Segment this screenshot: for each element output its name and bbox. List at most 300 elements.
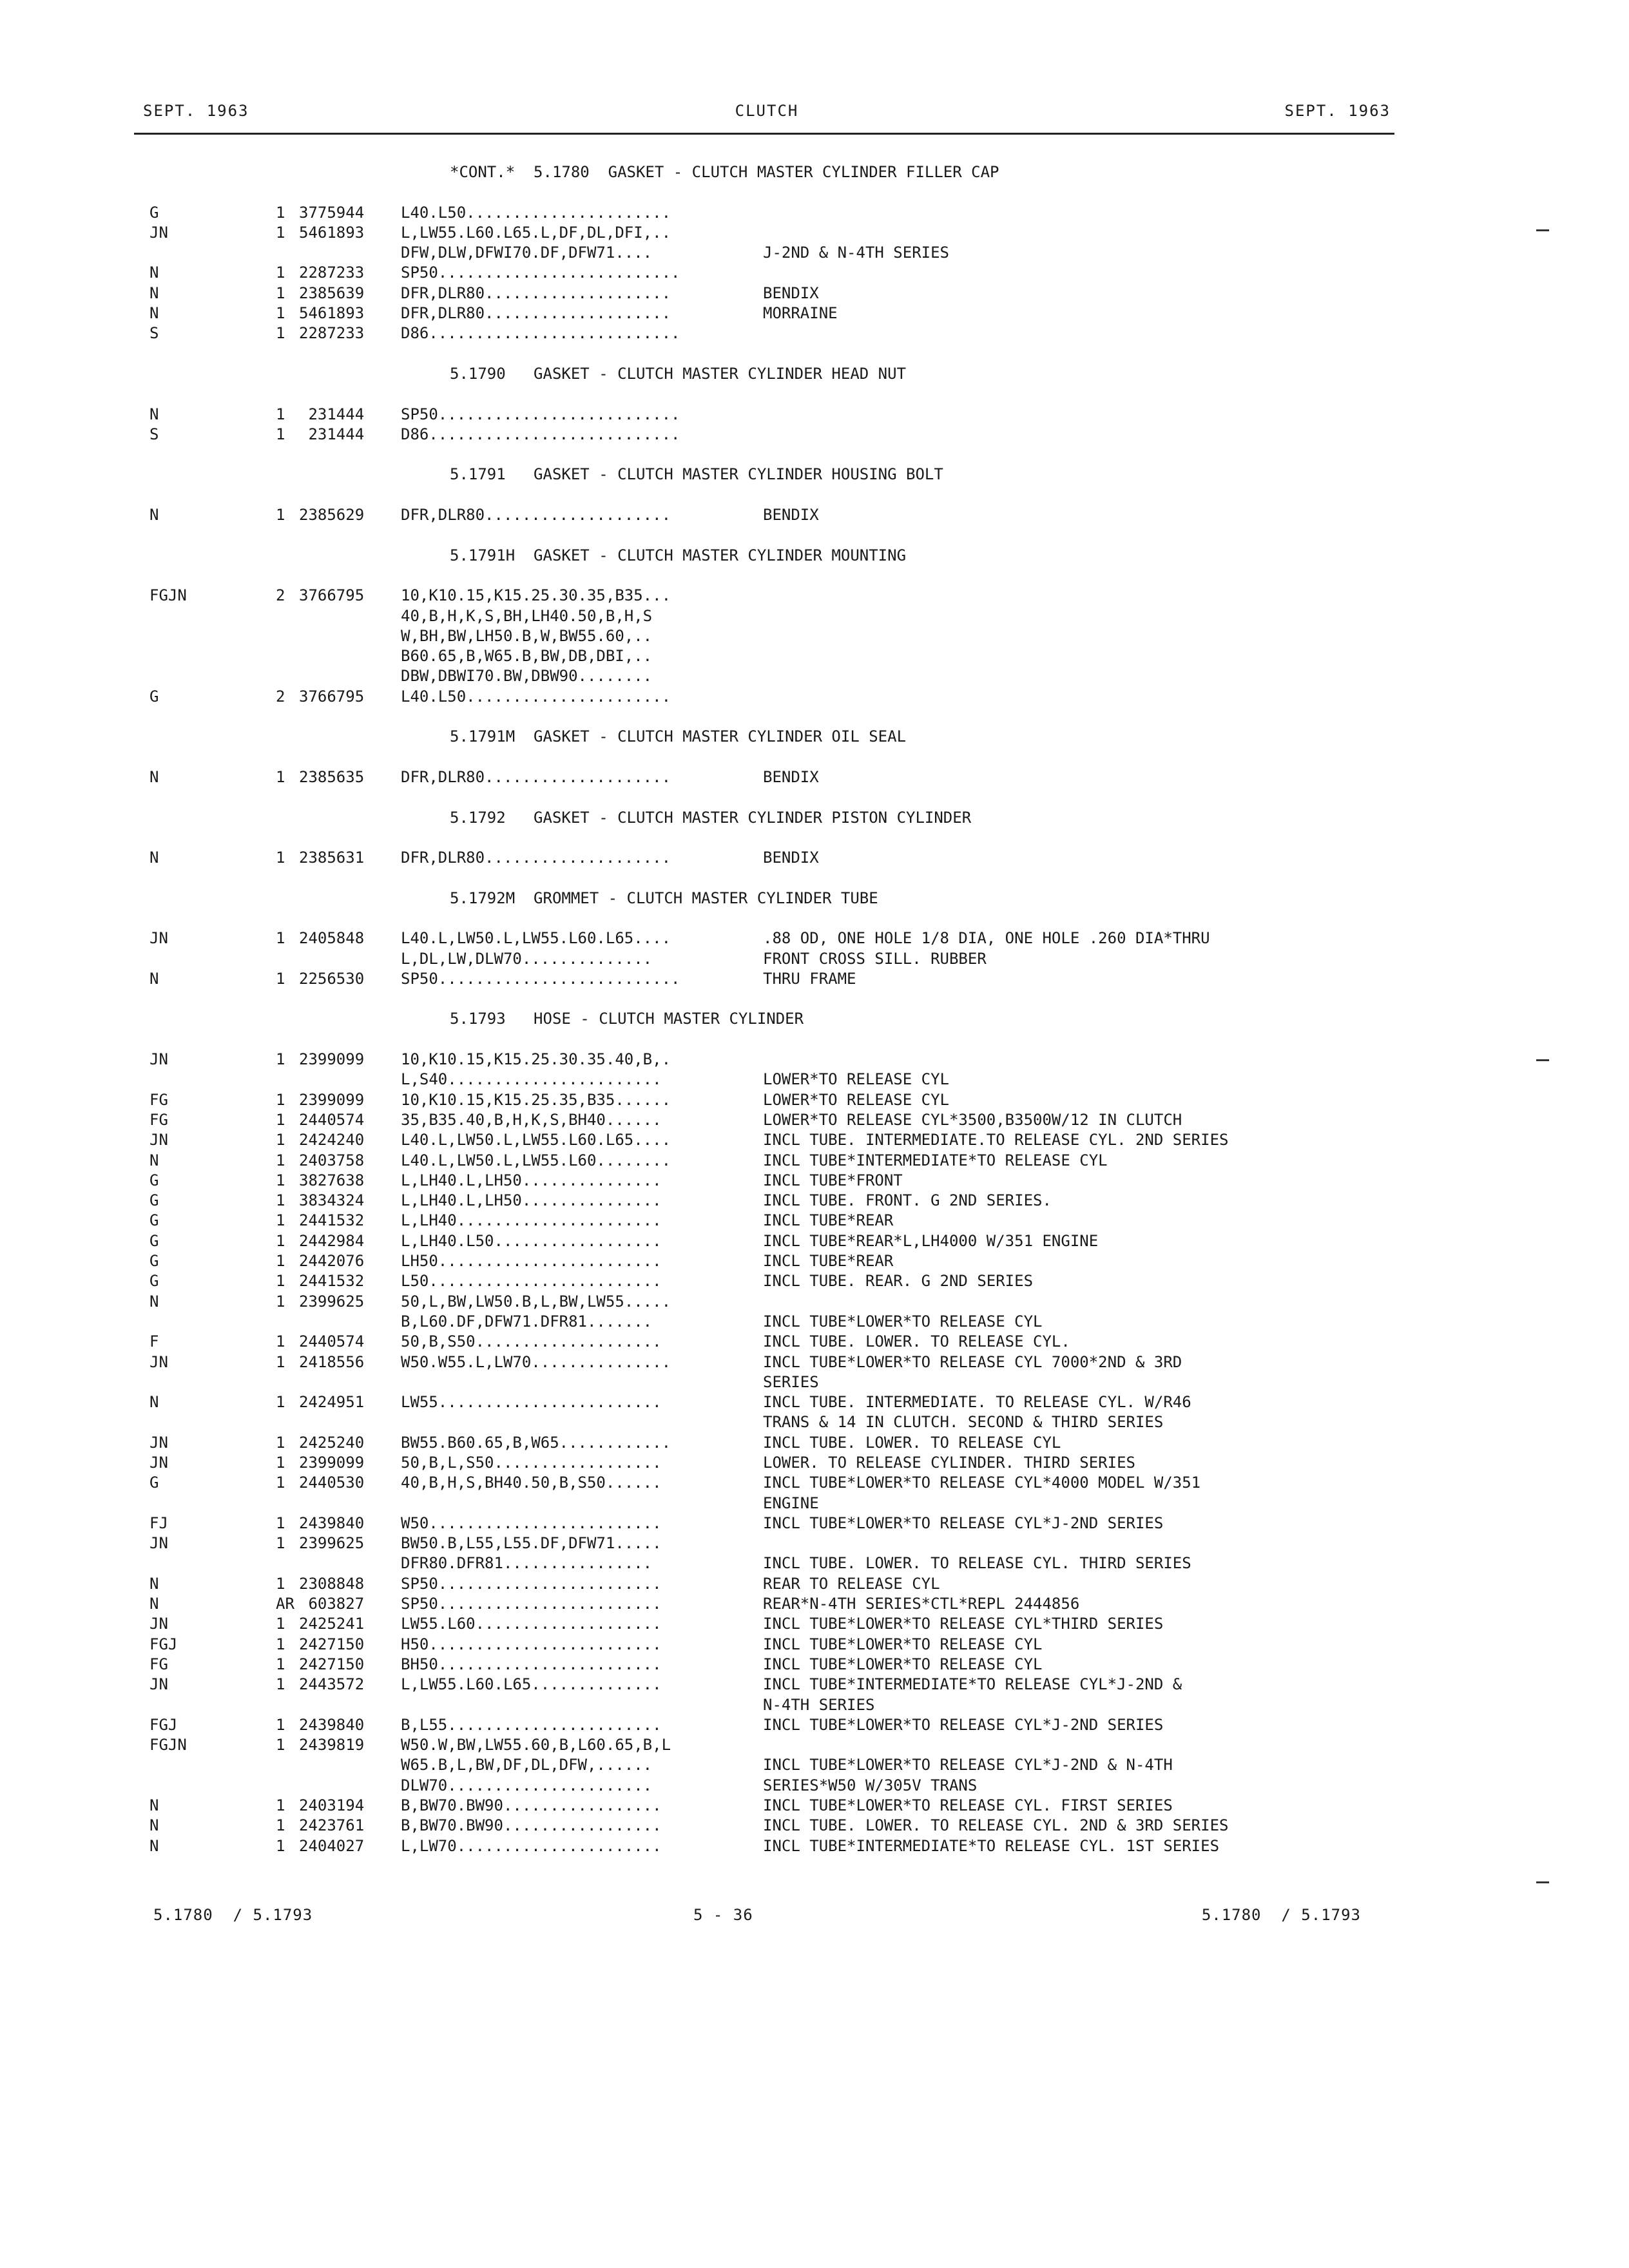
quantity: 1 [276, 506, 285, 524]
header-section-title: CLUTCH [735, 102, 799, 120]
quantity: 1 [276, 1211, 285, 1230]
section-heading-text: 5.1792M GROMMET - CLUTCH MASTER CYLINDER TUBE [450, 889, 878, 907]
part-row [149, 1271, 1458, 1291]
quantity: 1 [276, 324, 285, 343]
series-code: G [149, 1191, 159, 1210]
part-note: INCL TUBE. LOWER. TO RELEASE CYL [763, 1433, 1061, 1452]
series-code: JN [149, 929, 168, 948]
part-row [149, 203, 1458, 223]
model-list: SP50.......................... [401, 264, 680, 282]
series-code: N [149, 767, 159, 786]
part-note: BENDIX [763, 767, 819, 786]
part-row [149, 425, 1458, 445]
series-code: FG [149, 1655, 168, 1673]
spacer [149, 868, 1458, 888]
part-number: 2427150 [299, 1635, 365, 1653]
part-note: REAR TO RELEASE CYL [763, 1574, 940, 1593]
series-code: G [149, 687, 159, 706]
model-list: W50.W55.L,LW70............... [401, 1352, 671, 1371]
part-row [149, 687, 1458, 707]
series-code: G [149, 203, 159, 222]
model-list: L,LW55.L60.L65.............. [401, 1675, 662, 1694]
series-code: FGJN [149, 586, 187, 605]
part-row [149, 586, 1458, 606]
spacer [149, 525, 1458, 545]
section-heading [149, 808, 1458, 828]
series-code: S [149, 324, 159, 343]
quantity: 1 [276, 1454, 285, 1472]
part-number: 2424951 [299, 1393, 365, 1412]
quantity: 1 [276, 849, 285, 867]
spacer [149, 344, 1458, 364]
part-row [149, 1836, 1458, 1856]
part-row [149, 1292, 1458, 1312]
quantity: 1 [276, 1514, 285, 1532]
part-note: .88 OD, ONE HOLE 1/8 DIA, ONE HOLE .260 DIA*THRU [763, 929, 1210, 948]
spacer [149, 384, 1458, 404]
model-list: SP50.......................... [401, 969, 680, 988]
footer-range-right: 5.1780 / 5.1793 [1201, 1906, 1361, 1924]
part-row [149, 1372, 1458, 1392]
section-heading [149, 1009, 1458, 1029]
series-code: N [149, 1574, 159, 1593]
model-list: 10,K10.15,K15.25.30.35,B35... [401, 586, 671, 605]
section-heading-text: 5.1793 HOSE - CLUTCH MASTER CYLINDER [450, 1010, 804, 1028]
model-list: DBW,DBWI70.BW,DBW90........ [401, 667, 653, 686]
model-list: LW55.L60.................... [401, 1615, 662, 1633]
quantity: 1 [276, 1836, 285, 1855]
quantity: 1 [276, 1615, 285, 1633]
part-number: 2399625 [299, 1292, 365, 1311]
part-note: SERIES*W50 W/305V TRANS [763, 1776, 978, 1794]
part-row [149, 263, 1458, 283]
part-row [149, 1352, 1458, 1372]
margin-dash [1536, 1881, 1549, 1883]
quantity: 1 [276, 1796, 285, 1815]
quantity: 1 [276, 1393, 285, 1412]
part-number: 2441532 [299, 1211, 365, 1230]
quantity: 1 [276, 929, 285, 948]
model-list: L40.L,LW50.L,LW55.L60........ [401, 1151, 671, 1169]
part-number: 2308848 [299, 1574, 365, 1593]
part-note: INCL TUBE*LOWER*TO RELEASE CYL*J-2ND & N-4TH [763, 1756, 1173, 1774]
model-list: DFW,DLW,DFWI70.DF,DFW71.... [401, 244, 653, 262]
part-note: LOWER. TO RELEASE CYLINDER. THIRD SERIES [763, 1454, 1135, 1472]
header-date-right: SEPT. 1963 [1284, 102, 1391, 120]
part-note: INCL TUBE. REAR. G 2ND SERIES [763, 1272, 1034, 1291]
part-row [149, 243, 1458, 263]
model-list: DFR,DLR80.................... [401, 304, 671, 323]
part-number: 2385639 [299, 284, 365, 302]
quantity: AR [276, 1595, 294, 1613]
model-list: B,L60.DF,DFW71.DFR81....... [401, 1312, 653, 1331]
part-number: 2439840 [299, 1514, 365, 1532]
quantity: 1 [276, 1534, 285, 1553]
model-list: L50......................... [401, 1272, 662, 1291]
part-number: 2403194 [299, 1796, 365, 1815]
model-list: 50,B,S50.................... [401, 1332, 662, 1351]
section-heading [149, 465, 1458, 485]
series-code: F [149, 1332, 159, 1351]
part-row [149, 1090, 1458, 1110]
part-row [149, 1655, 1458, 1675]
part-number: 2425240 [299, 1433, 365, 1452]
part-number: 2403758 [299, 1151, 365, 1169]
page-number: 5 - 36 [693, 1906, 753, 1924]
series-code: N [149, 284, 159, 302]
part-number: 2440530 [299, 1474, 365, 1492]
quantity: 1 [276, 1352, 285, 1371]
part-note: INCL TUBE*LOWER*TO RELEASE CYL. FIRST SERIES [763, 1796, 1173, 1815]
part-number: 2423761 [299, 1816, 365, 1835]
model-list: L40.L50...................... [401, 203, 671, 222]
part-note: INCL TUBE. INTERMEDIATE.TO RELEASE CYL. 2ND SERIES [763, 1131, 1229, 1149]
quantity: 1 [276, 1252, 285, 1271]
model-list: DFR,DLR80.................... [401, 284, 671, 302]
quantity: 1 [276, 1635, 285, 1653]
series-code: G [149, 1211, 159, 1230]
part-note: INCL TUBE. INTERMEDIATE. TO RELEASE CYL. W/R46 [763, 1393, 1191, 1412]
part-note: LOWER*TO RELEASE CYL*3500,B3500W/12 IN CLUTCH [763, 1110, 1182, 1129]
section-heading-text: 5.1791H GASKET - CLUTCH MASTER CYLINDER MOUNTING [450, 546, 907, 564]
part-row [149, 1494, 1458, 1514]
part-number: 2287233 [299, 324, 365, 343]
footer-range-left: 5.1780 / 5.1793 [153, 1906, 313, 1924]
model-list: L40.L,LW50.L,LW55.L60.L65.... [401, 929, 671, 948]
model-list: 35,B35.40,B,H,K,S,BH40...... [401, 1110, 662, 1129]
section-heading [149, 546, 1458, 566]
model-list: BW50.B,L55,L55.DF,DFW71..... [401, 1534, 662, 1553]
spacer [149, 828, 1458, 848]
part-row [149, 1635, 1458, 1655]
part-number: 2439819 [299, 1736, 365, 1754]
part-note: INCL TUBE*REAR [763, 1252, 894, 1271]
part-row [149, 1130, 1458, 1150]
spacer [149, 566, 1458, 586]
part-note: INCL TUBE*INTERMEDIATE*TO RELEASE CYL. 1ST SERIES [763, 1836, 1220, 1855]
part-row [149, 1231, 1458, 1251]
part-number: 2427150 [299, 1655, 365, 1673]
quantity: 1 [276, 1131, 285, 1149]
quantity: 1 [276, 1474, 285, 1492]
part-row [149, 1735, 1458, 1755]
part-number: 5461893 [299, 304, 365, 323]
part-note: INCL TUBE. LOWER. TO RELEASE CYL. [763, 1332, 1070, 1351]
quantity: 1 [276, 223, 285, 242]
model-list: L,LH40.L50.................. [401, 1231, 662, 1250]
quantity: 1 [276, 1110, 285, 1129]
model-list: L,LW70...................... [401, 1836, 662, 1855]
part-note: INCL TUBE*LOWER*TO RELEASE CYL*THIRD SERIES [763, 1615, 1164, 1633]
part-note: ENGINE [763, 1494, 819, 1512]
part-row [149, 1514, 1458, 1533]
model-list: 50,L,BW,LW50.B,L,BW,LW55..... [401, 1292, 671, 1311]
section-heading [149, 364, 1458, 384]
part-row [149, 303, 1458, 323]
series-code: N [149, 1393, 159, 1412]
series-code: N [149, 264, 159, 282]
part-note: INCL TUBE*LOWER*TO RELEASE CYL [763, 1312, 1043, 1331]
section-heading-text: 5.1791 GASKET - CLUTCH MASTER CYLINDER HOUSING BOLT [450, 465, 943, 484]
part-row [149, 1796, 1458, 1816]
part-number: 2425241 [299, 1615, 365, 1633]
part-row [149, 969, 1458, 989]
spacer [149, 445, 1458, 465]
model-list: B60.65,B,W65.B,BW,DB,DBI,.. [401, 647, 653, 666]
series-code: N [149, 1816, 159, 1835]
part-number: 3827638 [299, 1171, 365, 1189]
model-list: 40,B,H,S,BH40.50,B,S50...... [401, 1474, 662, 1492]
spacer [149, 707, 1458, 727]
part-row [149, 1553, 1458, 1573]
model-list: L,LH40...................... [401, 1211, 662, 1230]
model-list: DFR,DLR80.................... [401, 506, 671, 524]
part-note: TRANS & 14 IN CLUTCH. SECOND & THIRD SERIES [763, 1413, 1164, 1432]
quantity: 2 [276, 687, 285, 706]
part-number: 3766795 [299, 586, 365, 605]
part-row [149, 1594, 1458, 1614]
part-note: N-4TH SERIES [763, 1695, 875, 1714]
section-heading-text: 5.1791M GASKET - CLUTCH MASTER CYLINDER OIL SEAL [450, 727, 907, 746]
quantity: 1 [276, 1655, 285, 1673]
quantity: 1 [276, 284, 285, 302]
spacer [149, 989, 1458, 1009]
model-list: 10,K10.15,K15.25.30.35.40,B,. [401, 1050, 671, 1069]
part-number: 5461893 [299, 223, 365, 242]
part-number: 3834324 [299, 1191, 365, 1210]
spacer [149, 747, 1458, 767]
part-row [149, 928, 1458, 948]
part-number: 2399099 [299, 1050, 365, 1069]
part-row [149, 1151, 1458, 1171]
margin-dash [1536, 229, 1549, 231]
model-list: L,S40....................... [401, 1070, 662, 1089]
part-row [149, 1171, 1458, 1191]
series-code: JN [149, 1534, 168, 1553]
part-note: INCL TUBE*LOWER*TO RELEASE CYL*4000 MODEL W/351 [763, 1474, 1201, 1492]
quantity: 1 [276, 1171, 285, 1189]
model-list: L,LH40.L,LH50............... [401, 1171, 662, 1189]
quantity: 1 [276, 1574, 285, 1593]
quantity: 1 [276, 969, 285, 988]
model-list: L,DL,LW,DLW70.............. [401, 949, 653, 968]
part-row [149, 1574, 1458, 1594]
part-note: J-2ND & N-4TH SERIES [763, 244, 949, 262]
series-code: N [149, 506, 159, 524]
series-code: JN [149, 1615, 168, 1633]
model-list: DFR,DLR80.................... [401, 849, 671, 867]
part-number: 603827 [299, 1595, 365, 1613]
model-list: SP50........................ [401, 1574, 662, 1593]
part-row [149, 1211, 1458, 1231]
part-number: 2405848 [299, 929, 365, 948]
part-row [149, 848, 1458, 868]
part-note: INCL TUBE*INTERMEDIATE*TO RELEASE CYL [763, 1151, 1108, 1169]
part-row [149, 223, 1458, 243]
series-code: JN [149, 1454, 168, 1472]
quantity: 1 [276, 1675, 285, 1694]
series-code: JN [149, 1131, 168, 1149]
model-list: D86........................... [401, 324, 680, 343]
parts-list [149, 162, 1458, 1856]
quantity: 1 [276, 203, 285, 222]
part-note: LOWER*TO RELEASE CYL [763, 1090, 949, 1109]
quantity: 1 [276, 405, 285, 423]
part-row [149, 1332, 1458, 1352]
part-row [149, 1695, 1458, 1715]
part-number: 2443572 [299, 1675, 365, 1694]
part-number: 2385629 [299, 506, 365, 524]
part-number: 2440574 [299, 1332, 365, 1351]
quantity: 1 [276, 1292, 285, 1311]
series-code: JN [149, 223, 168, 242]
spacer [149, 908, 1458, 928]
part-number: 2442076 [299, 1252, 365, 1271]
part-number: 2442984 [299, 1231, 365, 1250]
page-header [143, 102, 1391, 134]
spacer [149, 787, 1458, 807]
model-list: W50.W,BW,LW55.60,B,L60.65,B,L [401, 1736, 671, 1754]
part-note: INCL TUBE*LOWER*TO RELEASE CYL*J-2ND SERIES [763, 1715, 1164, 1734]
part-number: 2256530 [299, 969, 365, 988]
part-note: LOWER*TO RELEASE CYL [763, 1070, 949, 1089]
part-number: 2287233 [299, 264, 365, 282]
part-note: REAR*N-4TH SERIES*CTL*REPL 2444856 [763, 1595, 1080, 1613]
part-row [149, 1776, 1458, 1796]
part-note: INCL TUBE. FRONT. G 2ND SERIES. [763, 1191, 1052, 1210]
part-row [149, 1191, 1458, 1211]
model-list: BH50........................ [401, 1655, 662, 1673]
part-note: BENDIX [763, 849, 819, 867]
part-note: INCL TUBE*INTERMEDIATE*TO RELEASE CYL*J-2ND & [763, 1675, 1182, 1694]
part-row [149, 767, 1458, 787]
model-list: DFR80.DFR81................ [401, 1554, 653, 1573]
series-code: G [149, 1252, 159, 1271]
part-note: INCL TUBE*LOWER*TO RELEASE CYL 7000*2ND & 3RD [763, 1352, 1182, 1371]
part-number: 2399099 [299, 1454, 365, 1472]
part-row [149, 1412, 1458, 1432]
part-number: 2441532 [299, 1272, 365, 1291]
model-list: W,BH,BW,LH50.B,W,BW55.60,.. [401, 626, 653, 645]
model-list: 50,B,L,S50.................. [401, 1454, 662, 1472]
model-list: W65.B,L,BW,DF,DL,DFW,...... [401, 1756, 653, 1774]
quantity: 1 [276, 1050, 285, 1069]
series-code: FG [149, 1110, 168, 1129]
model-list: SP50........................ [401, 1595, 662, 1613]
quantity: 2 [276, 586, 285, 605]
section-heading-text: *CONT.* 5.1780 GASKET - CLUTCH MASTER CYLINDER FILLER CAP [450, 163, 999, 181]
quantity: 1 [276, 1090, 285, 1109]
part-row [149, 1614, 1458, 1634]
header-rule [134, 133, 1394, 135]
page-footer [149, 1906, 1361, 1929]
spacer [149, 182, 1458, 202]
part-note: INCL TUBE*LOWER*TO RELEASE CYL*J-2ND SERIES [763, 1514, 1164, 1532]
section-heading [149, 889, 1458, 908]
model-list: 40,B,H,K,S,BH,LH40.50,B,H,S [401, 606, 653, 625]
model-list: L,LW55.L60.L65.L,DF,DL,DFI,.. [401, 223, 671, 242]
part-row [149, 606, 1458, 626]
series-code: N [149, 1836, 159, 1855]
part-row [149, 646, 1458, 666]
series-code: N [149, 849, 159, 867]
part-number: 2385631 [299, 849, 365, 867]
quantity: 1 [276, 767, 285, 786]
series-code: FG [149, 1090, 168, 1109]
quantity: 1 [276, 1272, 285, 1291]
spacer [149, 1030, 1458, 1050]
series-code: N [149, 405, 159, 423]
series-code: S [149, 425, 159, 443]
model-list: DLW70...................... [401, 1776, 653, 1794]
series-code: JN [149, 1050, 168, 1069]
part-number: 231444 [299, 405, 365, 423]
model-list: 10,K10.15,K15.25.35,B35...... [401, 1090, 671, 1109]
spacer [149, 485, 1458, 505]
part-number: 231444 [299, 425, 365, 443]
quantity: 1 [276, 1816, 285, 1835]
quantity: 1 [276, 425, 285, 443]
part-row [149, 666, 1458, 686]
part-note: INCL TUBE*FRONT [763, 1171, 903, 1189]
part-row [149, 1473, 1458, 1493]
part-note: MORRAINE [763, 304, 838, 323]
part-number: 3766795 [299, 687, 365, 706]
series-code: FGJ [149, 1715, 178, 1734]
part-number: 2404027 [299, 1836, 365, 1855]
part-note: INCL TUBE. LOWER. TO RELEASE CYL. THIRD SERIES [763, 1554, 1191, 1573]
header-date-left: SEPT. 1963 [143, 102, 249, 120]
series-code: JN [149, 1675, 168, 1694]
quantity: 1 [276, 1231, 285, 1250]
part-row [149, 505, 1458, 525]
part-number: 2418556 [299, 1352, 365, 1371]
part-row [149, 1675, 1458, 1695]
part-number: 2399099 [299, 1090, 365, 1109]
part-row [149, 1533, 1458, 1553]
part-row [149, 1392, 1458, 1412]
model-list: LH50........................ [401, 1252, 662, 1271]
part-row [149, 949, 1458, 969]
model-list: L40.L,LW50.L,LW55.L60.L65.... [401, 1131, 671, 1149]
part-note: BENDIX [763, 284, 819, 302]
series-code: N [149, 1292, 159, 1311]
part-row [149, 1312, 1458, 1332]
series-code: G [149, 1474, 159, 1492]
part-row [149, 284, 1458, 303]
part-note: SERIES [763, 1372, 819, 1391]
series-code: JN [149, 1433, 168, 1452]
model-list: BW55.B60.65,B,W65............ [401, 1433, 671, 1452]
part-row [149, 1453, 1458, 1473]
part-note: INCL TUBE. LOWER. TO RELEASE CYL. 2ND & 3RD SERIES [763, 1816, 1229, 1835]
section-heading [149, 162, 1458, 182]
part-row [149, 1433, 1458, 1453]
quantity: 1 [276, 1715, 285, 1734]
part-number: 2399625 [299, 1534, 365, 1553]
series-code: N [149, 1151, 159, 1169]
part-row [149, 323, 1458, 343]
part-row [149, 1050, 1458, 1070]
quantity: 1 [276, 1151, 285, 1169]
model-list: DFR,DLR80.................... [401, 767, 671, 786]
series-code: FGJN [149, 1736, 187, 1754]
model-list: L,LH40.L,LH50............... [401, 1191, 662, 1210]
quantity: 1 [276, 264, 285, 282]
part-number: 2385635 [299, 767, 365, 786]
part-number: 2424240 [299, 1131, 365, 1149]
section-heading [149, 727, 1458, 747]
